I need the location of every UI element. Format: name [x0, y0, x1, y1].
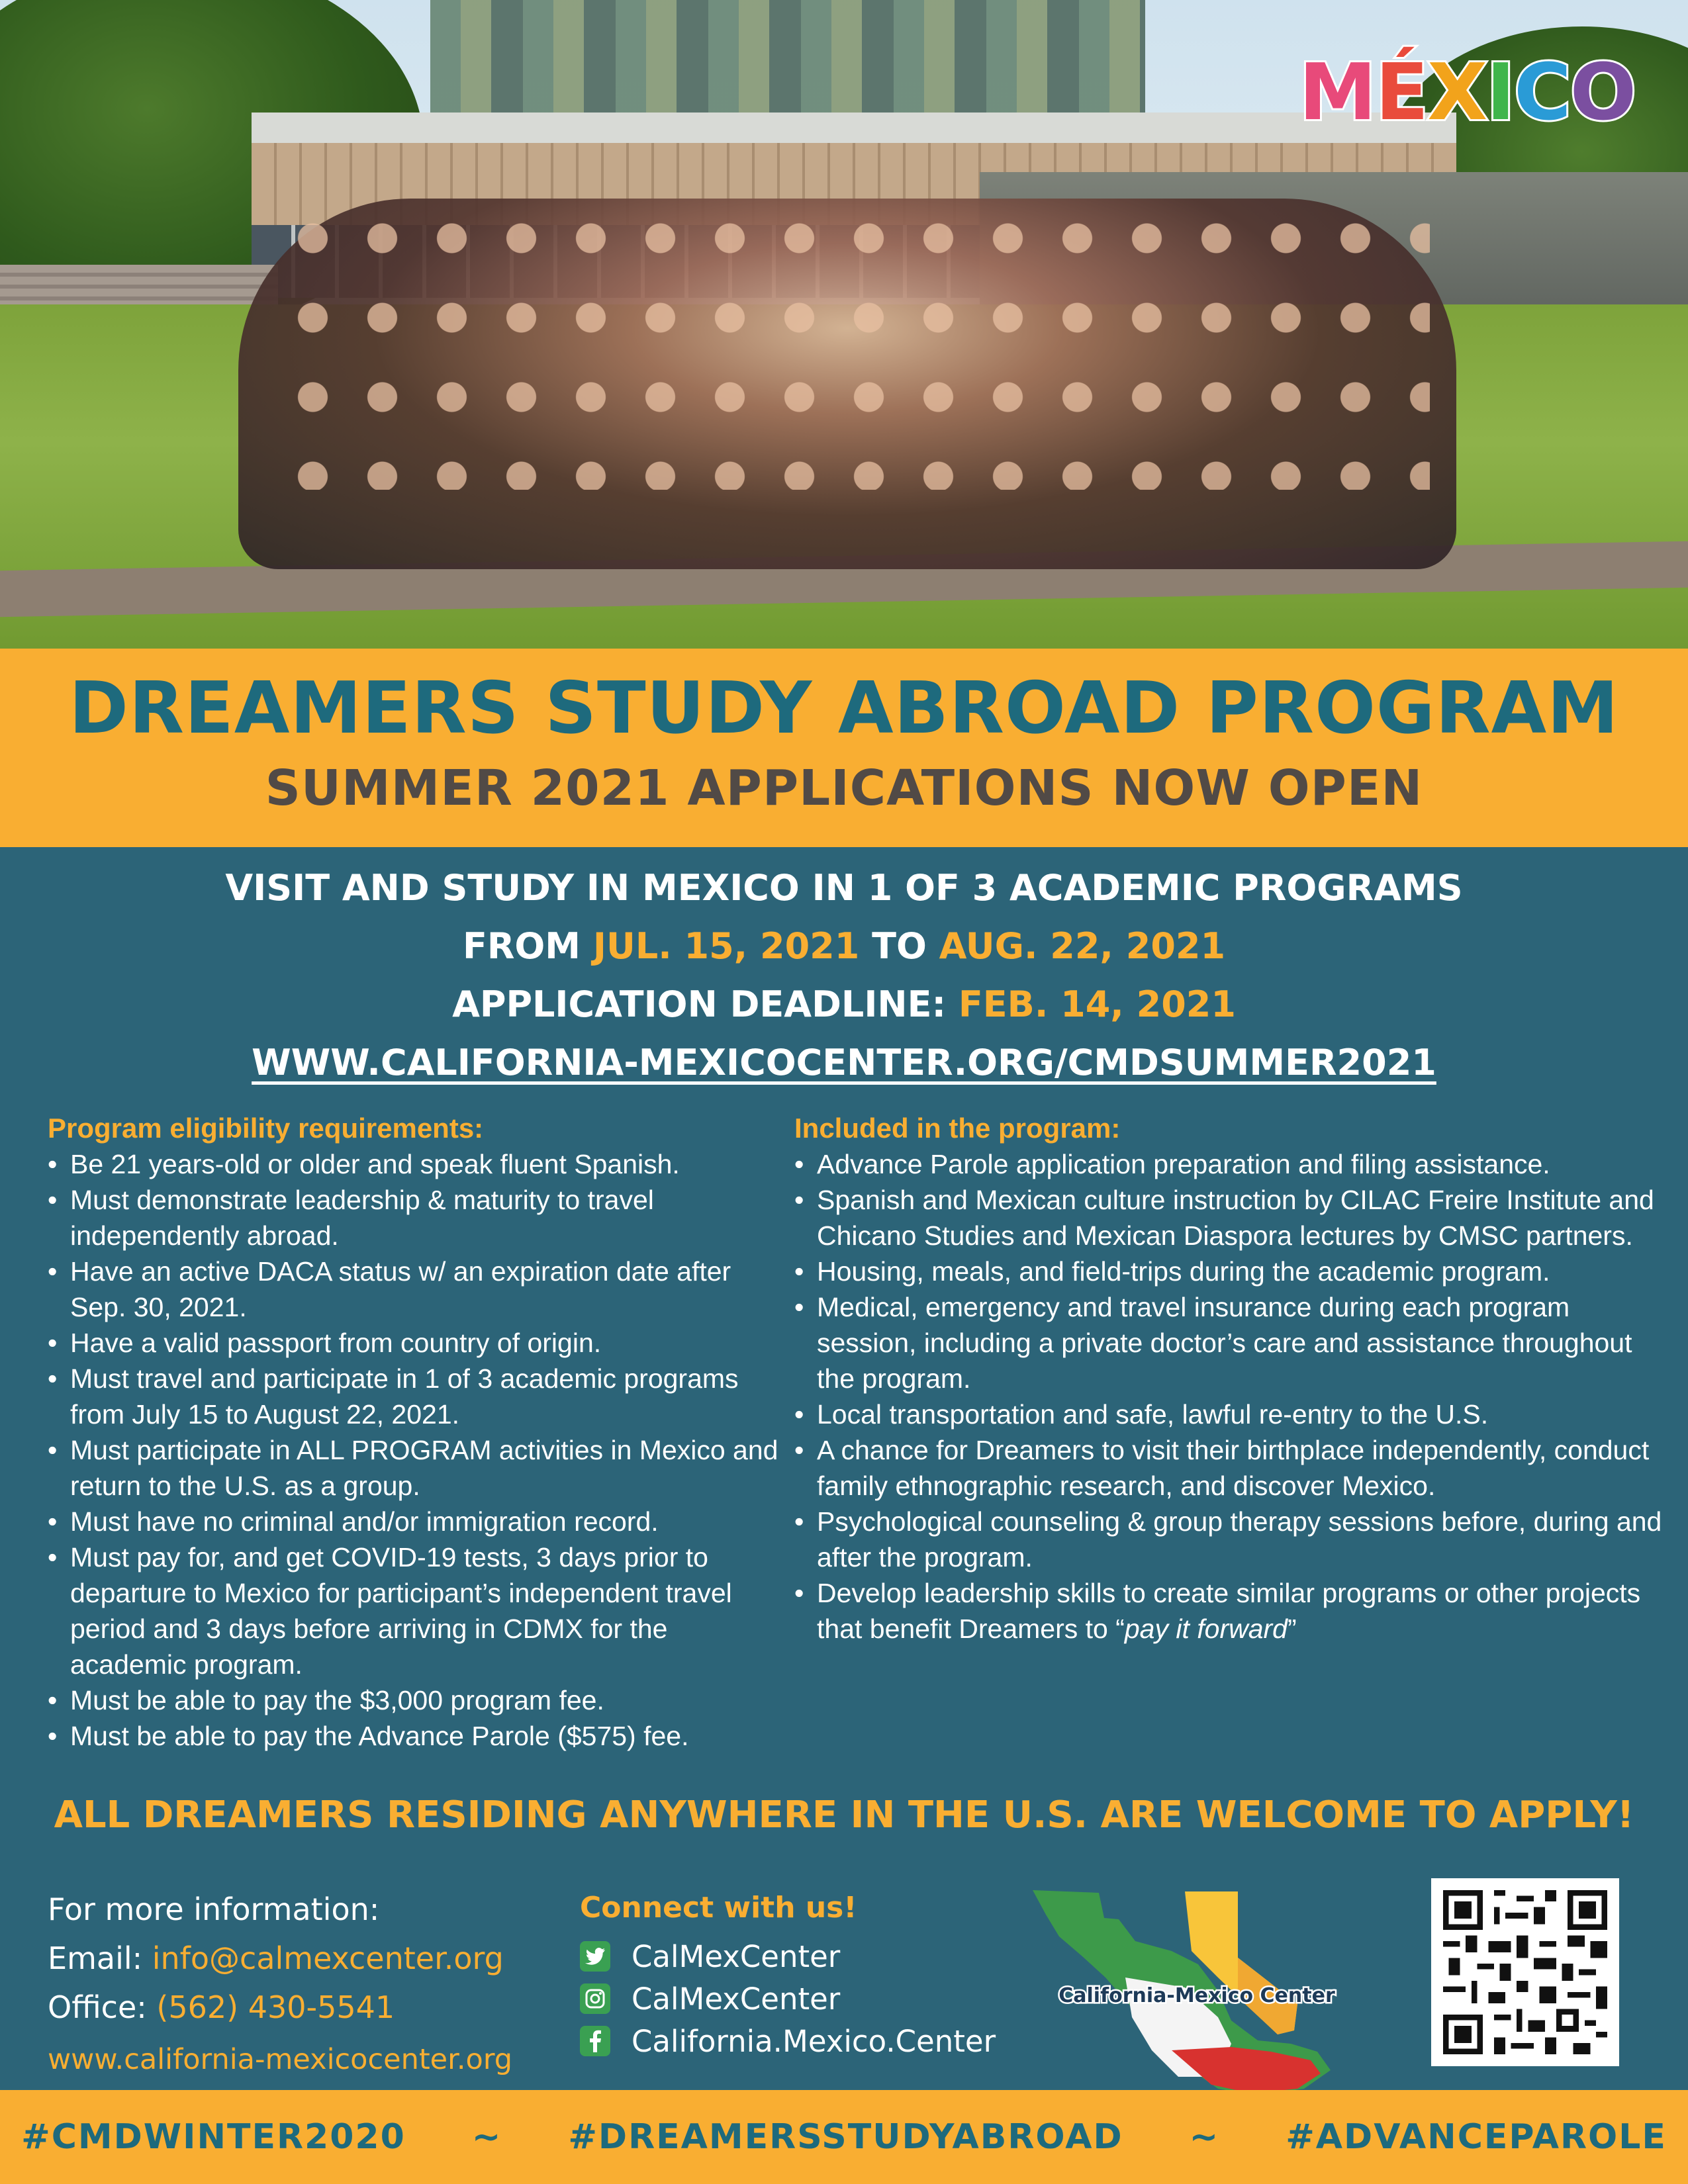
phone-number[interactable]: (562) 430-5541	[156, 1989, 395, 2025]
facebook-row[interactable]	[580, 2020, 1043, 2062]
item-emphasis: pay it forward	[1124, 1614, 1288, 1644]
list-item: • Must participate in ALL PROGRAM activities in Mexico and return to the U.S. as a group.	[48, 1432, 789, 1504]
list-item: • Psychological counseling & group therapy sessions before, during and after the program.	[794, 1504, 1668, 1575]
mural-facade	[430, 0, 1145, 113]
item-text: Develop leadership skills to create similar programs or other projects that benefit Dreamers to “	[817, 1578, 1641, 1644]
mexico-logo-letter: C	[1514, 46, 1570, 138]
hashtag-advance-parole[interactable]: #ADVANCEPAROLE	[1286, 2117, 1667, 2157]
twitter-row[interactable]	[580, 1935, 1043, 1978]
included-heading: Included in the program:	[794, 1113, 1121, 1144]
to-label: TO	[872, 925, 927, 967]
deadline-date: FEB. 14, 2021	[958, 983, 1236, 1025]
list-item: • Advance Parole application preparation and filing assistance.	[794, 1146, 1668, 1182]
hashtag-separator: ~	[471, 2117, 502, 2157]
contact-heading: For more information:	[48, 1891, 380, 1927]
list-item: • A chance for Dreamers to visit their birthplace independently, conduct family ethnographic research, and discover Mexico.	[794, 1432, 1668, 1504]
program-summary: VISIT AND STUDY IN MEXICO IN 1 OF 3 ACADEMIC PROGRAMS	[225, 867, 1463, 909]
start-date: JUL. 15, 2021	[592, 925, 860, 967]
title-band	[0, 649, 1688, 847]
hashtag-separator: ~	[1189, 2117, 1220, 2157]
end-date: AUG. 22, 2021	[939, 925, 1226, 967]
eligibility-heading: Program eligibility requirements:	[48, 1113, 484, 1144]
center-logo-label: California-Mexico Center	[1058, 1984, 1335, 2007]
program-dates	[0, 925, 1688, 967]
qr-code-icon	[1443, 1890, 1607, 2054]
list-item: • Have an active DACA status w/ an expiration date after Sep. 30, 2021.	[48, 1253, 789, 1325]
program-link[interactable]: WWW.CALIFORNIA-MEXICOCENTER.ORG/CMDSUMMER2021	[252, 1042, 1436, 1083]
contact-block	[48, 1885, 551, 2087]
mexico-logo-letter: X	[1427, 46, 1487, 138]
mexico-logo-letter: I	[1486, 46, 1515, 138]
mexico-logo-letter: O	[1570, 46, 1635, 138]
social-block	[580, 1885, 1043, 2062]
page-subtitle: SUMMER 2021 APPLICATIONS NOW OPEN	[265, 760, 1423, 817]
hashtag-winter[interactable]: #CMDWINTER2020	[21, 2117, 406, 2157]
hashtag-bar	[0, 2090, 1688, 2184]
facebook-handle: California.Mexico.Center	[632, 2023, 996, 2059]
group-photo	[0, 0, 1688, 649]
mexico-logo-letter: É	[1375, 46, 1428, 138]
included-list	[794, 1146, 1668, 1647]
social-heading: Connect with us!	[580, 1891, 857, 1925]
deadline-label: APPLICATION DEADLINE:	[452, 983, 947, 1025]
eligibility-list	[48, 1146, 789, 1754]
list-item: • Local transportation and safe, lawful re-entry to the U.S.	[794, 1396, 1668, 1432]
twitter-icon	[580, 1941, 610, 1972]
instagram-row[interactable]	[580, 1978, 1043, 2020]
list-item: • Must demonstrate leadership & maturity to travel independently abroad.	[48, 1182, 789, 1253]
list-item: • Have a valid passport from country of origin.	[48, 1325, 789, 1361]
page-title: DREAMERS STUDY ABROAD PROGRAM	[69, 667, 1619, 750]
list-item: • Must travel and participate in 1 of 3 academic programs from July 15 to August 22, 2021.	[48, 1361, 789, 1432]
list-item: • Must be able to pay the $3,000 program fee.	[48, 1682, 789, 1718]
twitter-handle: CalMexCenter	[632, 1938, 841, 1974]
list-item: • Must be able to pay the Advance Parole ($575) fee.	[48, 1718, 789, 1754]
eligibility-section	[48, 1111, 789, 1754]
list-item: • Be 21 years-old or older and speak fluent Spanish.	[48, 1146, 789, 1182]
list-item: • Spanish and Mexican culture instruction by CILAC Freire Institute and Chicano Studies and Mexican Diaspora lectures by CMSC partners.	[794, 1182, 1668, 1253]
item-text: ”	[1287, 1614, 1297, 1644]
office-row	[48, 1983, 551, 2032]
application-deadline	[0, 983, 1688, 1025]
mexico-logo	[1299, 46, 1635, 138]
instagram-icon	[580, 1983, 610, 2014]
email-label: Email:	[48, 1940, 143, 1976]
email-row	[48, 1934, 551, 1983]
instagram-handle: CalMexCenter	[632, 1981, 841, 2017]
hashtag-study-abroad[interactable]: #DREAMERSSTUDYABROAD	[568, 2117, 1123, 2157]
website-link[interactable]: www.california-mexicocenter.org	[48, 2043, 513, 2076]
facebook-icon	[580, 2026, 610, 2056]
student-faces	[278, 199, 1430, 490]
list-item: • Housing, meals, and field-trips during the academic program.	[794, 1253, 1668, 1289]
from-label: FROM	[462, 925, 581, 967]
email-link[interactable]: info@calmexcenter.org	[152, 1940, 504, 1976]
list-item: • Must have no criminal and/or immigration record.	[48, 1504, 789, 1539]
qr-code[interactable]	[1431, 1878, 1619, 2066]
welcome-banner: ALL DREAMERS RESIDING ANYWHERE IN THE U.S. ARE WELCOME TO APPLY!	[54, 1794, 1634, 1837]
list-item: • Must pay for, and get COVID-19 tests, 3 days prior to departure to Mexico for participant’s independent travel period and 3 days before arriving in CDMX for the academic program.	[48, 1539, 789, 1682]
mexico-logo-letter: M	[1299, 46, 1376, 138]
office-label: Office:	[48, 1989, 147, 2025]
list-item: • Medical, emergency and travel insurance during each program session, including a private doctor’s care and assistance throughout the program.	[794, 1289, 1668, 1396]
list-item	[794, 1575, 1668, 1647]
included-section	[794, 1111, 1668, 1647]
program-url	[0, 1042, 1688, 1083]
